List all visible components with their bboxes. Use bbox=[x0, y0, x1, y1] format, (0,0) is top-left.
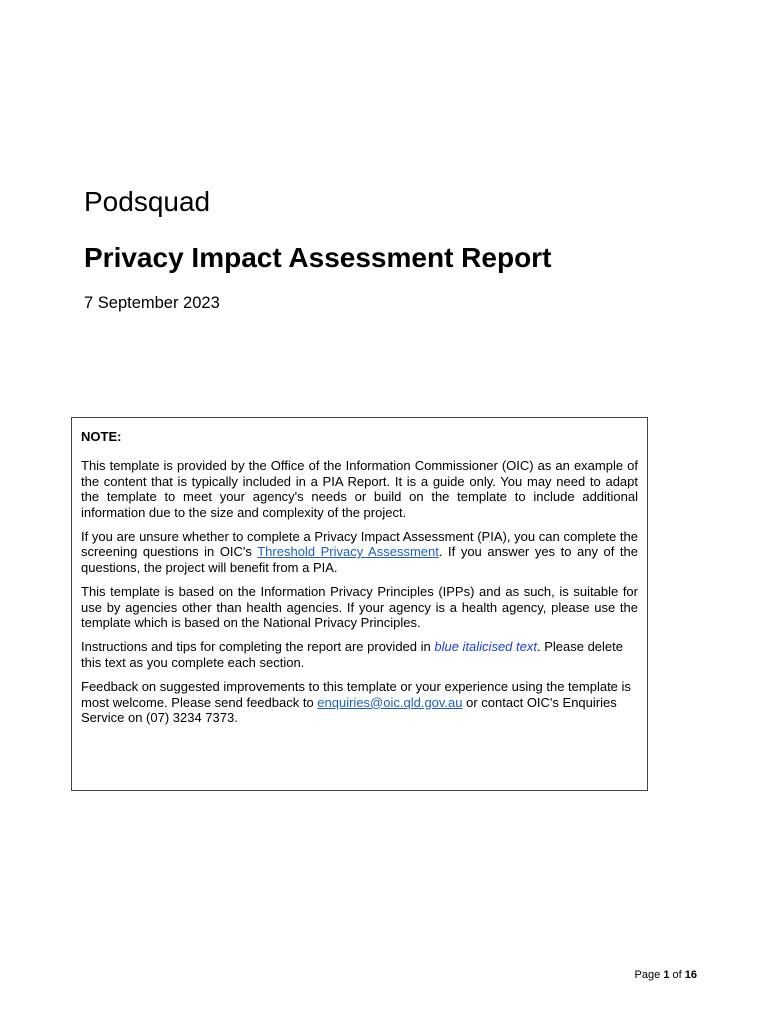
note-paragraph-feedback bbox=[81, 679, 638, 725]
note-paragraph-instructions bbox=[81, 639, 638, 670]
organisation-name: Podsquad bbox=[84, 186, 211, 217]
blue-italic-sample: blue italicised text bbox=[434, 639, 537, 655]
note-text: Instructions and tips for completing the report are provided in bbox=[81, 639, 435, 655]
note-box bbox=[71, 417, 648, 791]
threshold-privacy-assessment-link[interactable]: Threshold Privacy Assessment bbox=[257, 544, 439, 560]
page-total: 16 bbox=[684, 969, 697, 981]
note-text: . If you answer yes to any of the questions, the project will benefit from a PIA. bbox=[81, 544, 638, 575]
document-title: Privacy Impact Assessment Report bbox=[84, 242, 552, 273]
note-text: . Please delete this text as you complete each section. bbox=[81, 639, 623, 670]
of-word: of bbox=[672, 969, 682, 981]
enquiries-email-link[interactable]: enquiries@oic.qld.gov.au bbox=[317, 694, 463, 710]
document-date: 7 September 2023 bbox=[84, 294, 220, 312]
page-number-footer bbox=[635, 968, 697, 982]
note-paragraph-ipps: This template is based on the Information Privacy Principles (IPPs) and as such, is suitable for use by agencies other than health agencies. If your agency is a health agency, please use the template which is based on the National Privacy Principles. bbox=[81, 584, 638, 631]
page-current: 1 bbox=[663, 969, 670, 981]
page-word: Page bbox=[634, 969, 661, 981]
note-text: If you are unsure whether to complete a Privacy Impact Assessment (PIA), you can complete the screening questions in OIC's bbox=[81, 529, 638, 560]
note-heading: NOTE: bbox=[81, 429, 122, 444]
note-paragraph-template-purpose: This template is provided by the Office of the Information Commissioner (OIC) as an example of the content that is typically included in a PIA Report. It is a guide only. You may need to adapt the template to meet your agency's needs or build on the template to include additional information due to the size and complexity of the project. bbox=[81, 458, 638, 520]
note-text: or contact OIC's Enquiries Service on (07) 3234 7373. bbox=[81, 694, 617, 726]
note-paragraph-screening bbox=[81, 529, 638, 575]
note-text: Feedback on suggested improvements to this template or your experience using the template is most welcome. Please send feedback to bbox=[81, 679, 631, 710]
